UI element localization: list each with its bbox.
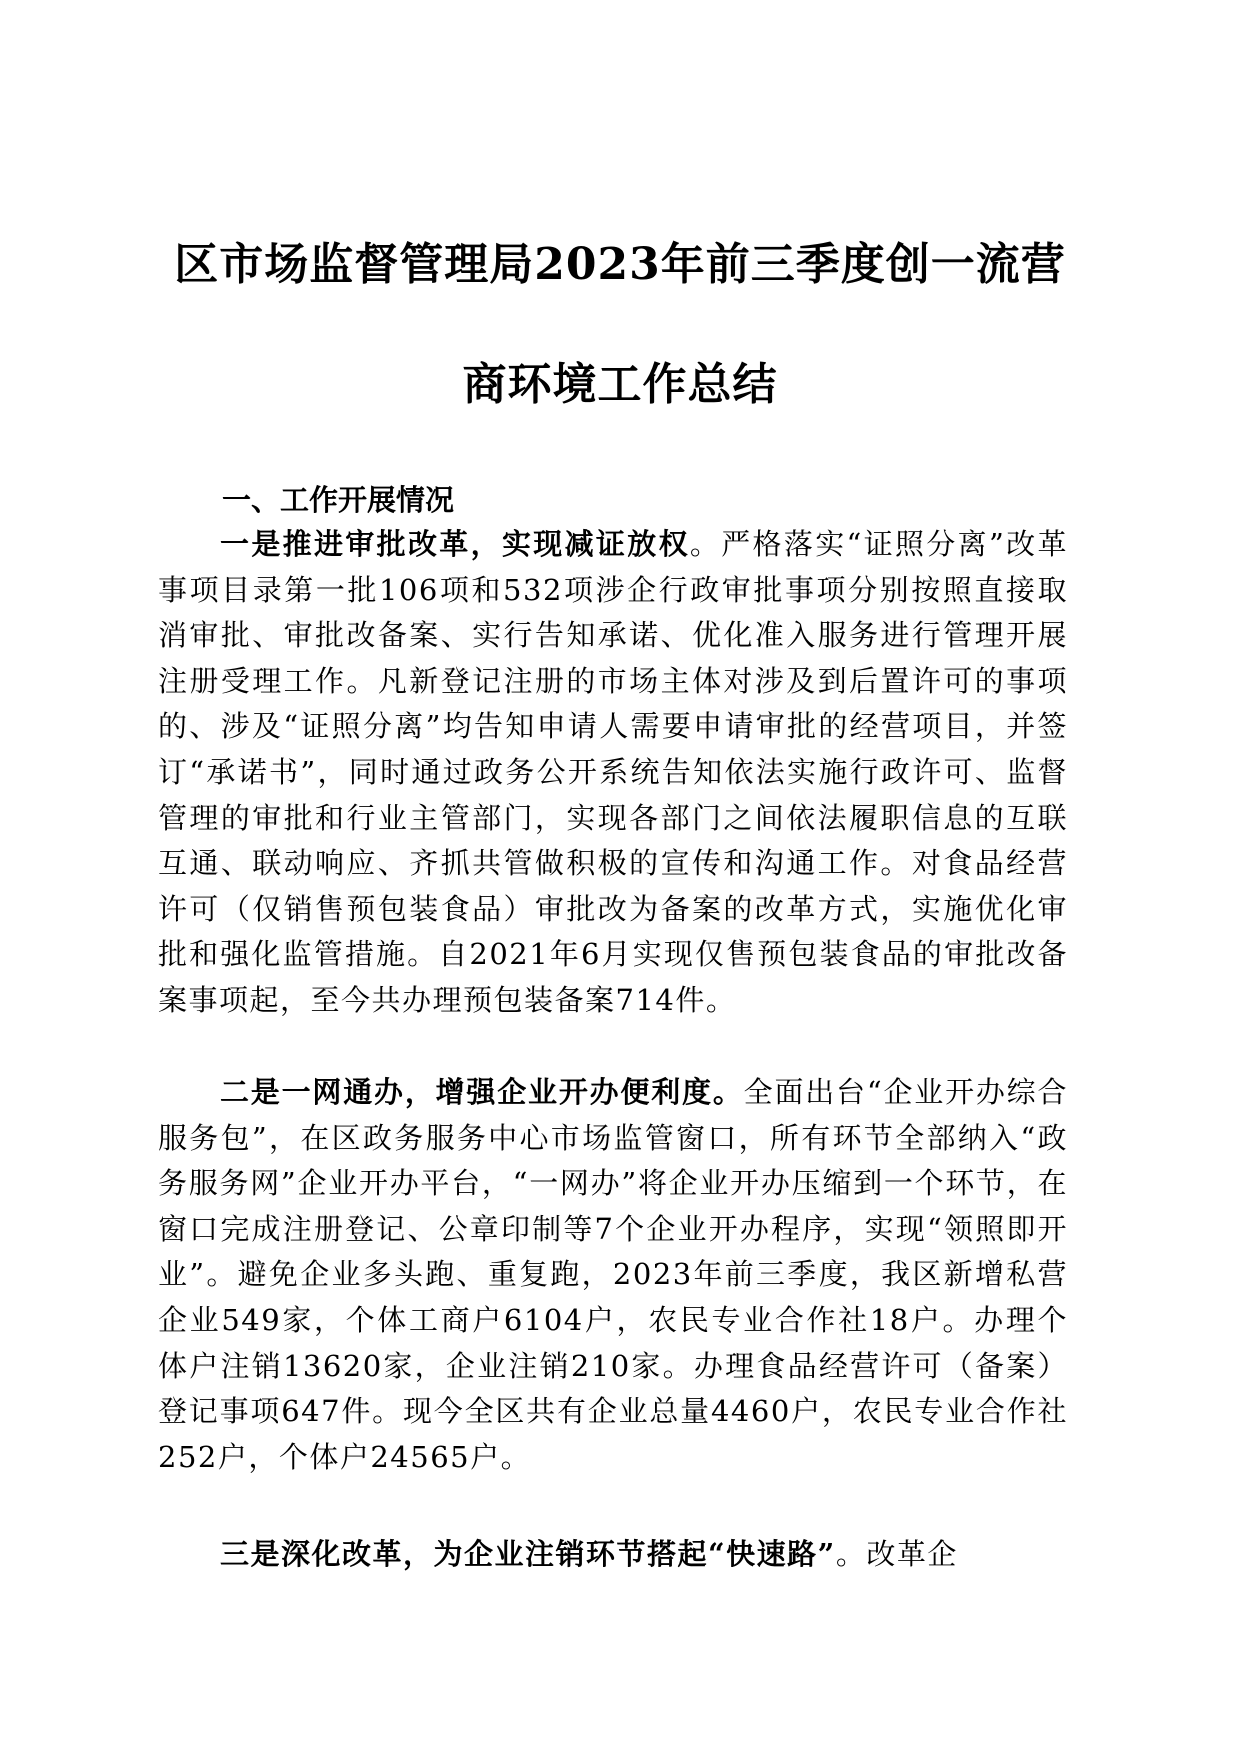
document-title-line-2: 商环境工作总结 (462, 359, 778, 410)
paragraph-3 (158, 1532, 1068, 1582)
document-title-line-1: 区市场监督管理局2023年前三季度创一流营 (174, 239, 1066, 290)
paragraph-1-body: 。严格落实“证照分离”改革事项目录第一批106项和532项涉企行政审批事项分别按照直接取消审批、审批改备案、实行告知承诺、优化准入服务进行管理开展注册受理工作。凡新登记注册的市场主体对涉及到后置许可的事项的、涉及“证照分离”均告知申请人需要申请审批的经营项目，并签订“承诺书”，同时通过政务公开系统告知依法实施行政许可、监督管理的审批和行业主管部门，实现各部门之间依法履职信息的互联互通、联动响应、齐抓共管做积极的宣传和沟通工作。对食品经营许可（仅销售预包装食品）审批改为备案的改革方式，实施优化审批和强化监管措施。自2021年6月实现仅售预包装食品的审批改备案事项起，至今共办理预包装备案714件。 (158, 527, 1068, 1017)
paragraph-2 (158, 1070, 1068, 1530)
paragraph-3-lead: 三是深化改革，为企业注销环节搭起“快速路” (220, 1537, 836, 1571)
paragraph-1 (158, 522, 1068, 1072)
paragraph-1-lead: 一是推进审批改革，实现减证放权 (220, 527, 690, 561)
paragraph-2-lead: 二是一网通办，增强企业开办便利度。 (220, 1075, 744, 1109)
paragraph-2-body: 全面出台“企业开办综合服务包”，在区政务服务中心市场监管窗口，所有环节全部纳入“政务服务网”企业开办平台，“一网办”将企业开办压缩到一个环节，在窗口完成注册登记、公章印制等7个企业开办程序，实现“领照即开业”。避免企业多头跑、重复跑，2023年前三季度，我区新增私营企业549家，个体工商户6104户，农民专业合作社18户。办理个体户注销13620家，企业注销210家。办理食品经营许可（备案）登记事项647件。现今全区共有企业总量4460户，农民专业合作社252户，个体户24565户。 (158, 1075, 1068, 1474)
paragraph-3-body: 。改革企 (835, 1537, 958, 1571)
section-heading: 一、工作开展情况 (222, 483, 455, 517)
